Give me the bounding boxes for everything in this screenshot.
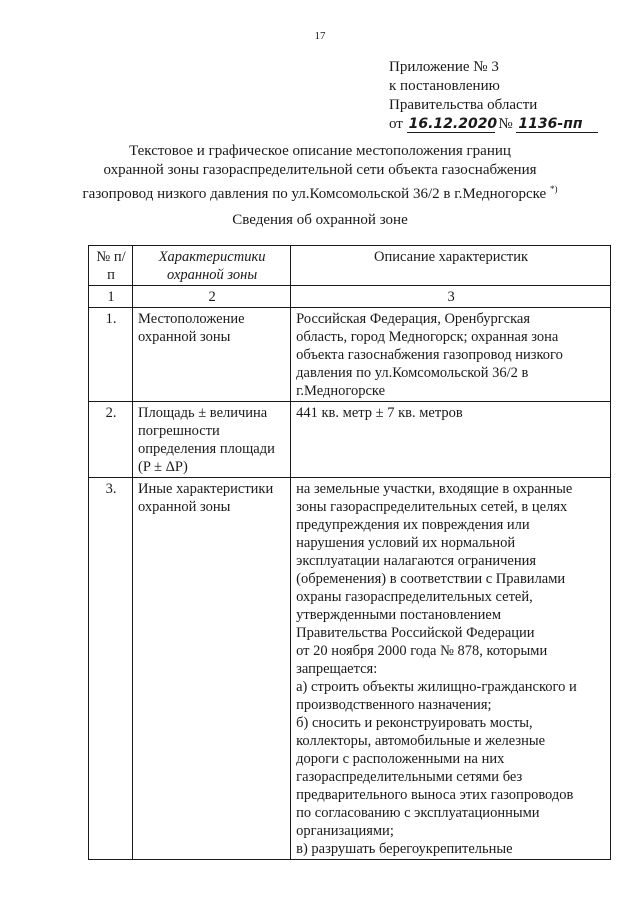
appendix-block [389,58,598,134]
row-characteristic: Площадь ± величина погрешности определения площади (P ± ΔP) [133,402,291,478]
description-line: (обременения) в соответствии с Правилами [296,571,566,587]
numbering-cell-1: 1 [89,286,133,308]
numbering-cell-3: 3 [291,286,611,308]
table-numbering-row [89,286,611,308]
description-line: дороги с расположенными на них [296,751,505,767]
row-number: 1. [89,308,133,402]
description-line: организациями; [296,823,394,839]
description-line: нарушения условий их нормальной [296,535,516,551]
description-line: давления по ул.Комсомольской 36/2 в [296,365,529,381]
description-line: коллекторы, автомобильные и железные [296,733,546,749]
description-line: газораспределительными сетями без [296,769,523,785]
title-line-2: охранной зоны газораспределительной сети объекта газоснабжения [103,162,537,178]
row-description [291,478,611,860]
date-prefix: от [389,116,403,132]
appendix-title: Приложение № 3 [389,59,499,75]
table-row [89,402,611,478]
section-title: Сведения об охранной зоне [232,212,408,228]
row-number: 3. [89,478,133,860]
page-number: 17 [314,30,326,42]
appendix-authority: Правительства области [389,97,538,113]
description-line: охраны газораспределительных сетей, [296,589,533,605]
appendix-date-number [389,115,598,134]
zone-info-table [88,245,611,860]
description-line: зоны газораспределительных сетей, в целях [296,499,568,515]
description-line: б) сносить и реконструировать мосты, [296,715,533,731]
table-header-row [89,246,611,286]
description-line: по согласованию с эксплуатационными [296,805,540,821]
description-line: производственного назначения; [296,697,492,713]
header-characteristic: Характеристики охранной зоны [133,246,291,286]
table-row [89,308,611,402]
title-line-3 [30,180,610,204]
description-line: а) строить объекты жилищно-гражданского и [296,679,577,695]
header-description: Описание характеристик [291,246,611,286]
title-line-1: Текстовое и графическое описание местоположения границ [129,143,511,159]
appendix-resolution: к постановлению [389,78,500,94]
description-line: утвержденными постановлением [296,607,502,623]
description-line: на земельные участки, входящие в охранные [296,481,573,497]
description-line: запрещается: [296,661,378,677]
header-number: № п/п [89,246,133,286]
row-description [291,308,611,402]
description-line: г.Медногорске [296,383,386,399]
footnote-mark: *) [549,184,558,194]
document-title [30,142,610,204]
description-line: Правительства Российской Федерации [296,625,535,641]
description-line: Российская Федерация, Оренбургская [296,311,531,327]
description-line: область, город Медногорск; охранная зона [296,329,559,345]
row-characteristic: Иные характеристики охранной зоны [133,478,291,860]
description-line: в) разрушать берегоукрепительные [296,841,513,857]
description-line: от 20 ноября 2000 года № 878, которыми [296,643,548,659]
description-line: объекта газоснабжения газопровод низкого [296,347,563,363]
row-characteristic: Местоположение охранной зоны [133,308,291,402]
description-line: предупреждения их повреждения или [296,517,530,533]
description-line: эксплуатации налагаются ограничения [296,553,537,569]
numbering-cell-2: 2 [133,286,291,308]
handwritten-number: 1136-пп [516,117,598,133]
table-row [89,478,611,860]
row-description [291,402,611,478]
row-number: 2. [89,402,133,478]
handwritten-date: 16.12.2020 [408,116,498,132]
description-line: 441 кв. метр ± 7 кв. метров [296,405,463,421]
description-line: предварительного выноса этих газопроводов [296,787,574,803]
title-line-3-text: газопровод низкого давления по ул.Комсомольской 36/2 в г.Медногорске [82,186,547,202]
number-prefix: № [498,116,513,132]
